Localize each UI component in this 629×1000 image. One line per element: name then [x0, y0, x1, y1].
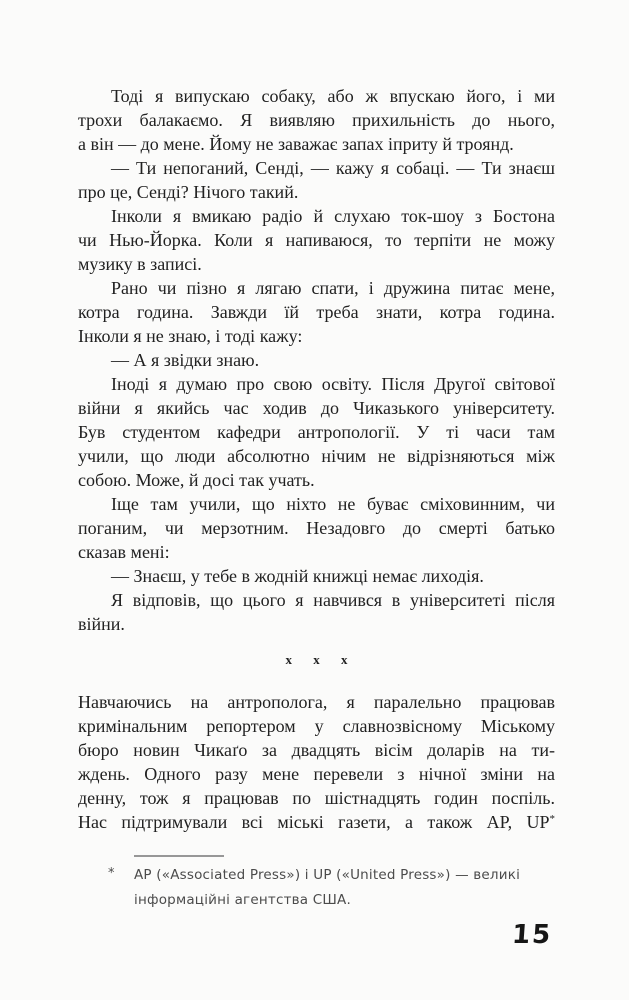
- body-text: [78, 84, 555, 834]
- text-line: учили, що люди абсолютно нічим не відрізняються між: [78, 446, 555, 466]
- paragraph: [78, 372, 555, 492]
- paragraph: [78, 84, 555, 156]
- text-line: Інколи я вмикаю радіо й слухаю ток-шоу з Бостона: [111, 206, 555, 226]
- text-line: бюро новин Чикаґо за двадцять вісім доларів на ти-: [78, 740, 555, 760]
- page-number: 15: [510, 920, 554, 950]
- paragraph: [78, 492, 555, 564]
- text-line: поганим, чи мерзотним. Незадовго до смерті батько: [78, 518, 555, 538]
- text-line: про це, Сенді? Нічого такий.: [78, 182, 299, 202]
- text-line: Навчаючись на антрополога, я паралельно працював: [78, 692, 555, 712]
- footnote-text: [134, 863, 520, 913]
- text-line: — Знаєш, у тебе в жодній книжці немає лиходія.: [111, 566, 484, 586]
- footnote-ref: *: [549, 813, 555, 825]
- text-line: Рано чи пізно я лягаю спати, і дружина питає мене,: [111, 278, 555, 298]
- text-line: Іще там учили, що ніхто не буває сміховинним, чи: [111, 494, 555, 514]
- footnote-row: [108, 863, 520, 913]
- paragraph: [78, 156, 555, 204]
- text-line: кримінальним репортером у славнозвісному Міському: [78, 716, 555, 736]
- footnote-divider: [134, 855, 224, 857]
- text-line: денну, тож я працював по шістнадцять годин поспіль.: [78, 788, 555, 808]
- text-line: війни.: [78, 614, 125, 634]
- text-line: Тоді я випускаю собаку, або ж впускаю його, і ми: [111, 86, 555, 106]
- text-line: Інколи я не знаю, і тоді кажу:: [78, 326, 303, 346]
- section-separator: x x x: [285, 652, 357, 667]
- text-line: трохи балакаємо. Я виявляю прихильність до нього,: [78, 110, 555, 130]
- text-line: Нас підтримували всі міські газети, а також AP, UP*: [78, 812, 555, 832]
- text-line: Був студентом кафедри антропології. У ті часи там: [78, 422, 555, 442]
- footnote-line: AP («Associated Press») і UP («United Press») — великі: [134, 867, 521, 883]
- footnote-line: інформаційні агентства США.: [134, 892, 351, 908]
- text-line: — А я звідки знаю.: [111, 350, 260, 370]
- text-line: Я відповів, що цього я навчився в університеті після: [111, 590, 555, 610]
- footnote: [108, 855, 520, 913]
- text-line: — Ти непоганий, Сенді, — кажу я собаці. — Ти знаєш: [111, 158, 555, 178]
- text-line: чи Нью-Йорка. Коли я напиваюся, то терпіти не можу: [78, 230, 555, 250]
- text-line: Іноді я думаю про свою освіту. Після Другої світової: [111, 374, 555, 394]
- text-line: а він — до мене. Йому не заважає запах іприту й троянд.: [78, 134, 514, 154]
- paragraph: [78, 564, 555, 588]
- footnote-marker: *: [108, 866, 115, 881]
- text-line: музику в записі.: [78, 254, 202, 274]
- paragraph: [78, 204, 555, 276]
- text-line: війни я якийсь час ходив до Чиказького університету.: [78, 398, 555, 418]
- text-line: ждень. Одного разу мене перевели з нічної зміни на: [78, 764, 555, 784]
- text-line: котра година. Завжди їй треба знати, котра година.: [78, 302, 555, 322]
- paragraph: [78, 588, 555, 636]
- paragraph: [78, 276, 555, 348]
- text-line: сказав мені:: [78, 542, 170, 562]
- paragraph: [78, 690, 555, 834]
- text-line: собою. Може, й досі так учать.: [78, 470, 315, 490]
- paragraph: [78, 348, 555, 372]
